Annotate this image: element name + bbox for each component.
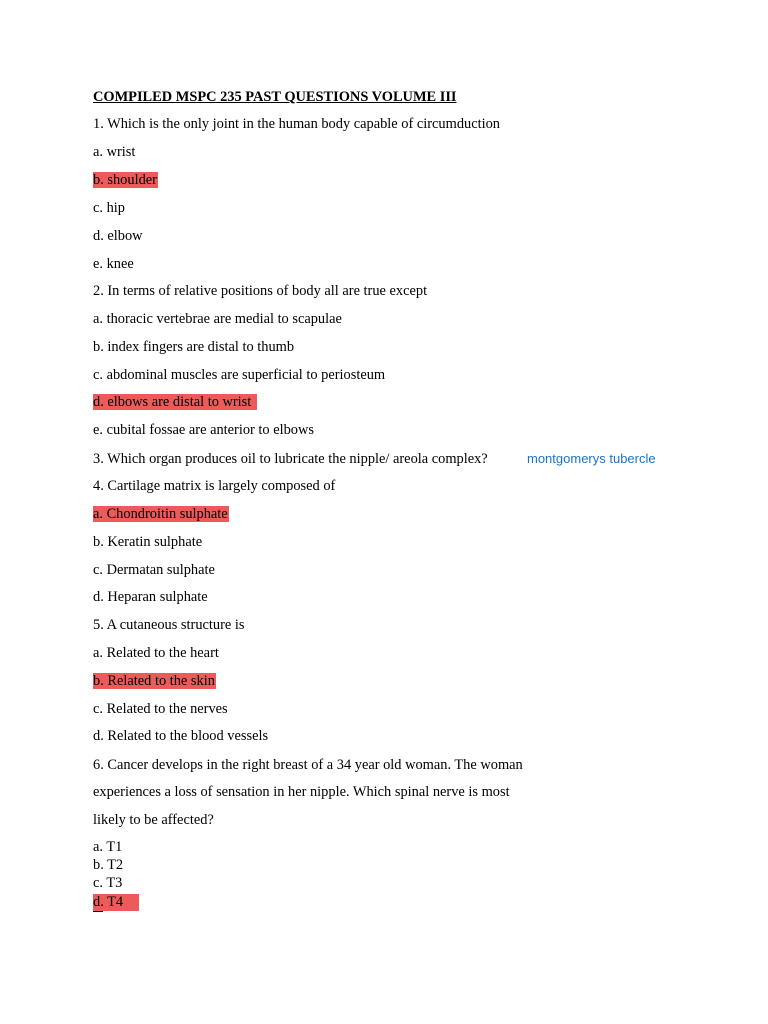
q6-option-c: c. T3	[93, 875, 123, 891]
q1-option-d: d. elbow	[93, 228, 143, 244]
question-1-text: 1. Which is the only joint in the human body capable of circumduction	[93, 116, 500, 132]
q2-option-c: c. abdominal muscles are superficial to periosteum	[93, 367, 386, 383]
q2-option-b: b. index fingers are distal to thumb	[93, 339, 295, 355]
answer-highlight: b. Related to the skin	[93, 673, 215, 689]
q6-option-d-answer: d. T4	[93, 894, 124, 910]
q6-option-a: a. T1	[93, 839, 123, 855]
question-6-line-1: 6. Cancer develops in the right breast of a 34 year old woman. The woman	[93, 757, 523, 773]
q5-option-a: a. Related to the heart	[93, 645, 219, 661]
answer-highlight: d. elbows are distal to wrist	[93, 394, 257, 410]
q5-option-d: d. Related to the blood vessels	[93, 728, 269, 744]
question-4-text: 4. Cartilage matrix is largely composed of	[93, 478, 336, 494]
q2-option-e: e. cubital fossae are anterior to elbows	[93, 422, 314, 438]
q4-option-a-answer	[93, 505, 229, 523]
answer-note: montgomerys tubercle	[527, 451, 656, 466]
q6-option-b: b. T2	[93, 857, 124, 873]
q4-option-c: c. Dermatan sulphate	[93, 562, 215, 578]
document-title: COMPILED MSPC 235 PAST QUESTIONS VOLUME III	[93, 89, 457, 105]
q1-option-e: e. knee	[93, 256, 134, 272]
q4-option-d: d. Heparan sulphate	[93, 589, 208, 605]
q5-option-b-answer	[93, 672, 216, 690]
q1-option-a: a. wrist	[93, 144, 136, 160]
question-5-text: 5. A cutaneous structure is	[93, 617, 245, 633]
q1-option-b-answer	[93, 171, 158, 189]
question-6-line-3: likely to be affected?	[93, 812, 214, 828]
q2-option-a: a. thoracic vertebrae are medial to scapulae	[93, 311, 342, 327]
question-2-text: 2. In terms of relative positions of body all are true except	[93, 283, 428, 299]
answer-highlight: b. shoulder	[93, 172, 157, 188]
answer-highlight: a. Chondroitin sulphate	[93, 506, 228, 522]
question-6-line-2: experiences a loss of sensation in her nipple. Which spinal nerve is most	[93, 784, 510, 800]
q2-option-d-answer	[93, 393, 257, 411]
q5-option-c: c. Related to the nerves	[93, 701, 228, 717]
q4-option-b: b. Keratin sulphate	[93, 534, 203, 550]
cursor-underline	[93, 911, 103, 912]
question-3-text: 3. Which organ produces oil to lubricate the nipple/ areola complex?	[93, 451, 488, 467]
q1-option-c: c. hip	[93, 200, 125, 216]
